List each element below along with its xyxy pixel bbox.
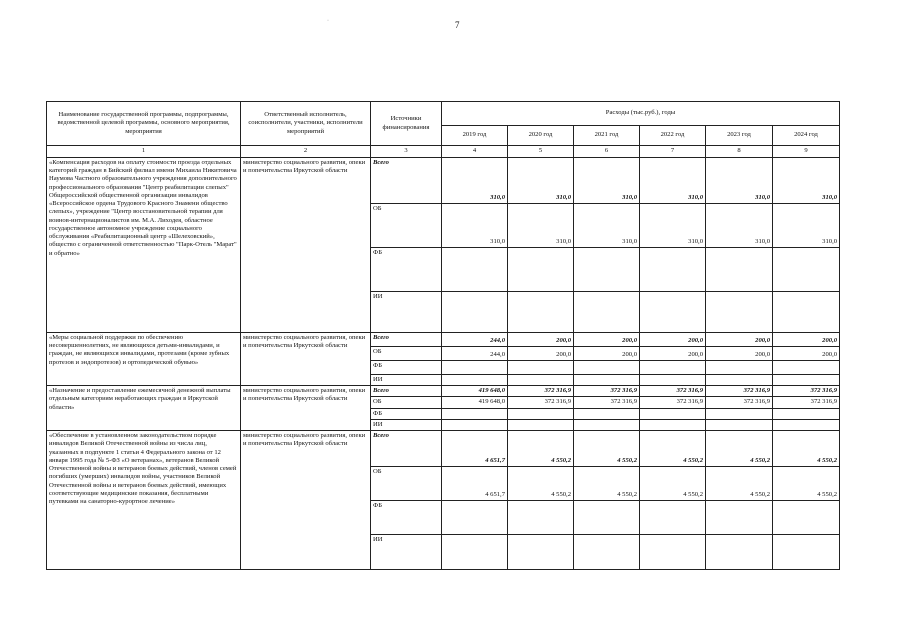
column-number: 4 (442, 146, 508, 158)
expense-value-cell (640, 501, 706, 535)
column-number: 8 (706, 146, 773, 158)
header-year: 2022 год (640, 126, 706, 146)
funding-source-cell: Всего (371, 386, 442, 397)
funding-source-cell: ОБ (371, 204, 442, 248)
table-row (47, 158, 840, 204)
funding-source-cell: Всего (371, 158, 442, 204)
expense-value-cell (508, 501, 574, 535)
expense-value-cell: 4 550,2 (508, 431, 574, 467)
expense-value-cell: 372 316,9 (574, 397, 640, 408)
column-number: 1 (47, 146, 241, 158)
expense-value-cell (508, 419, 574, 430)
expense-value-cell (442, 361, 508, 375)
expense-value-cell (706, 248, 773, 292)
header-program-name: Наименование государственной программы, подпрограммы, ведомственной целевой программы, основного мероприятия, мероприятия (47, 102, 241, 146)
column-number: 6 (574, 146, 640, 158)
header-expenses: Расходы (тыс.руб.), годы (442, 102, 840, 126)
funding-source-cell: ФБ (371, 408, 442, 419)
expense-value-cell: 4 550,2 (574, 431, 640, 467)
expense-value-cell: 200,0 (574, 333, 640, 347)
column-number: 9 (773, 146, 840, 158)
expense-value-cell (574, 375, 640, 386)
expense-value-cell: 310,0 (773, 204, 840, 248)
header-funding-source: Источники финансирования (371, 102, 442, 146)
budget-table (46, 101, 840, 570)
expense-value-cell (640, 535, 706, 570)
expense-value-cell: 310,0 (508, 158, 574, 204)
expense-value-cell: 372 316,9 (574, 386, 640, 397)
expense-value-cell: 200,0 (773, 347, 840, 361)
expense-value-cell (442, 535, 508, 570)
page-number: 7 (455, 20, 460, 30)
column-number: 3 (371, 146, 442, 158)
expense-value-cell: 372 316,9 (640, 386, 706, 397)
expense-value-cell: 310,0 (640, 204, 706, 248)
measure-name: «Назначение и предоставление ежемесячной денежной выплаты отдельным категориям неработающих граждан в Иркутской области» (47, 386, 241, 431)
expense-value-cell: 4 550,2 (640, 467, 706, 501)
expense-value-cell: 419 648,0 (442, 397, 508, 408)
expense-value-cell (442, 248, 508, 292)
header-year: 2020 год (508, 126, 574, 146)
funding-source-cell: Всего (371, 431, 442, 467)
header-year: 2019 год (442, 126, 508, 146)
expense-value-cell (508, 292, 574, 333)
expense-value-cell (574, 408, 640, 419)
funding-source-cell: ФБ (371, 501, 442, 535)
expense-value-cell: 200,0 (706, 347, 773, 361)
expense-value-cell (773, 419, 840, 430)
expense-value-cell: 200,0 (508, 347, 574, 361)
expense-value-cell: 310,0 (574, 204, 640, 248)
column-number: 7 (640, 146, 706, 158)
funding-source-cell: ФБ (371, 361, 442, 375)
expense-value-cell: 419 648,0 (442, 386, 508, 397)
expense-value-cell: 372 316,9 (640, 397, 706, 408)
expense-value-cell: 372 316,9 (773, 386, 840, 397)
expense-value-cell (706, 408, 773, 419)
expense-value-cell: 4 550,2 (706, 467, 773, 501)
expense-value-cell: 372 316,9 (773, 397, 840, 408)
funding-source-cell: ОБ (371, 397, 442, 408)
expense-value-cell (773, 292, 840, 333)
expense-value-cell: 372 316,9 (706, 386, 773, 397)
table-row (47, 386, 840, 397)
expense-value-cell (508, 375, 574, 386)
expense-value-cell: 310,0 (773, 158, 840, 204)
expense-value-cell (508, 408, 574, 419)
measure-name: «Обеспечение в установленном законодательством порядке инвалидов Великой Отечественной войны из числа лиц, указанных в подпункте 1 статьи 4 Федерального закона от 12 января 1995 года № 5-ФЗ «О ветеранах», ветеранов Великой Отечественной войны и ветеранов боевых действий, членов семей погибших (умерших) инвалидов войны, участников Великой Отечественной войны и ветеранов боевых действий, имеющих соответствующие медицинские показания, бесплатными путевками на санаторно-курортное лечение» (47, 431, 241, 570)
expense-value-cell: 4 550,2 (640, 431, 706, 467)
expense-value-cell (442, 501, 508, 535)
expense-value-cell (442, 419, 508, 430)
expense-value-cell: 4 550,2 (706, 431, 773, 467)
expense-value-cell (773, 248, 840, 292)
expense-value-cell: 244,0 (442, 333, 508, 347)
expense-value-cell (574, 361, 640, 375)
expense-value-cell (706, 419, 773, 430)
expense-value-cell: 310,0 (706, 204, 773, 248)
funding-source-cell: ИИ (371, 535, 442, 570)
table-body (47, 158, 840, 570)
expense-value-cell (442, 375, 508, 386)
measure-executor: министерство социального развития, опеки и попечительства Иркутской области (241, 431, 371, 570)
expense-value-cell: 372 316,9 (508, 397, 574, 408)
expense-value-cell: 4 550,2 (773, 467, 840, 501)
column-number: 2 (241, 146, 371, 158)
measure-executor: министерство социального развития, опеки и попечительства Иркутской области (241, 158, 371, 333)
expense-value-cell: 200,0 (640, 347, 706, 361)
expense-value-cell (574, 248, 640, 292)
expense-value-cell (706, 361, 773, 375)
funding-source-cell: ФБ (371, 248, 442, 292)
expense-value-cell (574, 419, 640, 430)
funding-source-cell: ОБ (371, 467, 442, 501)
funding-source-cell: ОБ (371, 347, 442, 361)
expense-value-cell: 244,0 (442, 347, 508, 361)
measure-name: «Компенсация расходов на оплату стоимости проезда отдельных категорий граждан в Бийский филиал имени Михаила Никитовича Наумова Частного образовательного учреждения дополнительного профессионального образования "Центр реабилитации слепых" Общероссийской общественной организации инвалидов «Всероссийское ордена Трудового Красного Знамени общество слепых», учреждение "Центр восстановительной терапии для воинов-интернационалистов им. М.А. Лиходея, областное государственное автономное учреждение социального обслуживания «Реабилитационный центр «Шелеховский», общество с ограниченной ответственностью "Парк-Отель "Марат" и обратно» (47, 158, 241, 333)
expense-value-cell (773, 361, 840, 375)
expense-value-cell (640, 375, 706, 386)
expense-value-cell (773, 408, 840, 419)
expense-value-cell: 4 550,2 (773, 431, 840, 467)
expense-value-cell: 310,0 (442, 158, 508, 204)
funding-source-cell: ИИ (371, 292, 442, 333)
expense-value-cell: 200,0 (508, 333, 574, 347)
header-year: 2023 год (706, 126, 773, 146)
expense-value-cell: 200,0 (574, 347, 640, 361)
expense-value-cell: 4 550,2 (508, 467, 574, 501)
expense-value-cell: 4 651,7 (442, 467, 508, 501)
expense-value-cell: 310,0 (508, 204, 574, 248)
table-header (47, 102, 840, 158)
funding-source-cell: ИИ (371, 419, 442, 430)
expense-value-cell (574, 501, 640, 535)
measure-name: «Меры социальной поддержки по обеспечению несовершеннолетних, не являющихся детьми-инвалидами, и граждан, не являющихся инвалидами, протезами (кроме зубных протезов и эндопротезов) и ортопедической обувью» (47, 333, 241, 386)
measure-executor: министерство социального развития, опеки и попечительства Иркутской области (241, 333, 371, 386)
expense-value-cell (773, 535, 840, 570)
expense-value-cell: 200,0 (640, 333, 706, 347)
column-number: 5 (508, 146, 574, 158)
expense-value-cell (442, 408, 508, 419)
expense-value-cell (706, 375, 773, 386)
funding-source-cell: Всего (371, 333, 442, 347)
header-year: 2024 год (773, 126, 840, 146)
header-executor: Ответственный исполнитель, соисполнители, участники, исполнители мероприятий (241, 102, 371, 146)
expense-value-cell: 200,0 (773, 333, 840, 347)
expense-value-cell (640, 292, 706, 333)
expense-value-cell: 310,0 (574, 158, 640, 204)
expense-value-cell: 310,0 (706, 158, 773, 204)
expense-value-cell (640, 248, 706, 292)
expense-value-cell: 310,0 (442, 204, 508, 248)
expense-value-cell (640, 419, 706, 430)
expense-value-cell: 310,0 (640, 158, 706, 204)
header-year: 2021 год (574, 126, 640, 146)
scan-speck: · (327, 18, 329, 24)
expense-value-cell (640, 408, 706, 419)
expense-value-cell (508, 361, 574, 375)
funding-source-cell: ИИ (371, 375, 442, 386)
table-row (47, 431, 840, 467)
expense-value-cell (706, 501, 773, 535)
expense-value-cell (773, 501, 840, 535)
expense-value-cell: 200,0 (706, 333, 773, 347)
expense-value-cell (508, 535, 574, 570)
expense-value-cell (508, 248, 574, 292)
expense-value-cell: 372 316,9 (508, 386, 574, 397)
expense-value-cell (574, 535, 640, 570)
expense-value-cell: 4 651,7 (442, 431, 508, 467)
expense-value-cell: 4 550,2 (574, 467, 640, 501)
expense-value-cell (574, 292, 640, 333)
expense-value-cell (640, 361, 706, 375)
expense-value-cell: 372 316,9 (706, 397, 773, 408)
expense-value-cell (706, 292, 773, 333)
expense-value-cell (773, 375, 840, 386)
expense-value-cell (706, 535, 773, 570)
table-row (47, 333, 840, 347)
expense-value-cell (442, 292, 508, 333)
measure-executor: министерство социального развития, опеки и попечительства Иркутской области (241, 386, 371, 431)
